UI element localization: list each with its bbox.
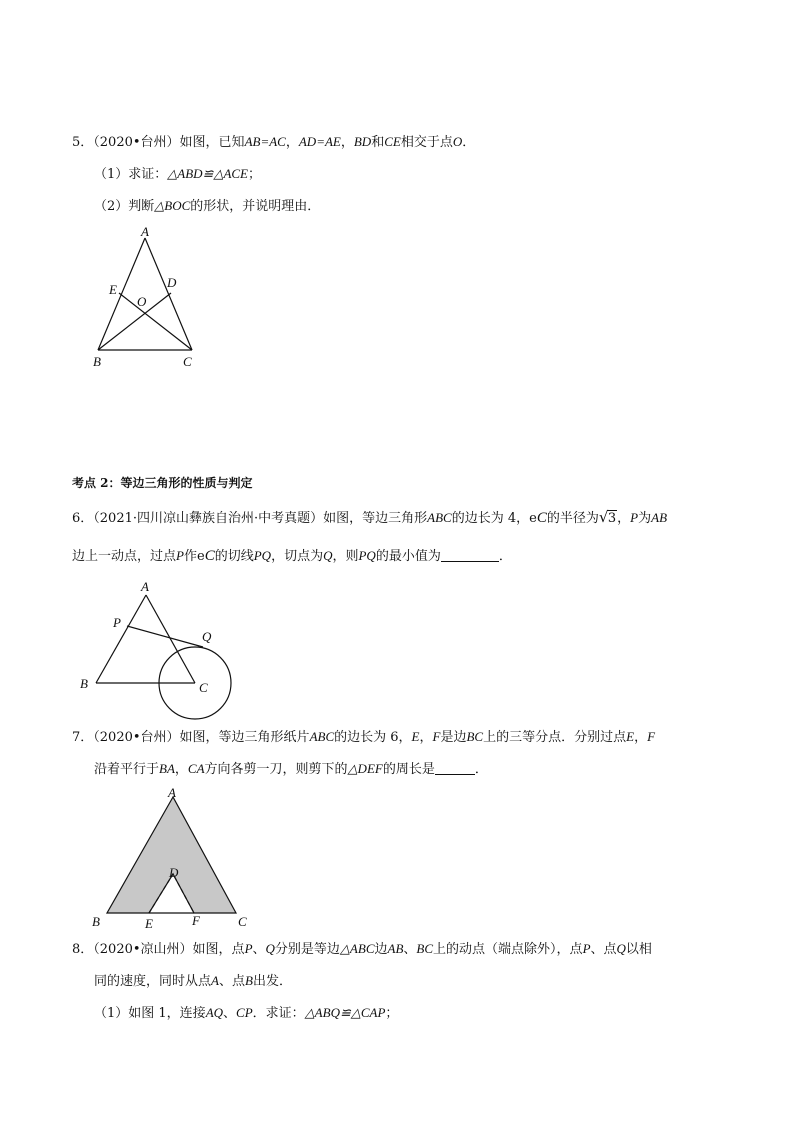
q5-text: 相交于点 xyxy=(400,135,453,150)
q5-seg: CE xyxy=(384,134,401,149)
q5-text: 如图，已知 xyxy=(179,135,245,150)
q5-line-1 xyxy=(72,133,475,152)
q6-text: 作 xyxy=(183,549,197,564)
section-title: 考点 2：等边三角形的性质与判定 xyxy=(72,476,253,490)
q7-bc: BC xyxy=(466,729,484,744)
q8-q: Q xyxy=(616,941,626,956)
q7-number: 7． xyxy=(72,730,94,745)
q7-sep: ， xyxy=(634,730,648,745)
q5-sep: ， xyxy=(285,135,299,150)
q8-sep: 、 xyxy=(403,942,417,957)
q7-line-2 xyxy=(94,760,488,779)
q6-line-2 xyxy=(72,547,512,566)
q5-eq2: AD=AE xyxy=(298,134,341,149)
q5-point: O xyxy=(452,134,463,149)
q6-source: （2021·四川凉山彝族自治州·中考真题） xyxy=(93,511,324,526)
q7-ca: CA xyxy=(187,761,205,776)
q6-label-b: B xyxy=(80,676,88,691)
q8-text: 上的动点（端点除外），点 xyxy=(433,942,583,957)
q8-tri: △ABC xyxy=(339,941,375,956)
q6-text: 的切线 xyxy=(214,549,254,564)
q6-sqrt xyxy=(599,510,617,528)
q6-circle-symbol: e xyxy=(196,549,205,564)
q5-part2-label: （2）判断 xyxy=(94,199,155,214)
q7-text: 上的三等分点．分别过点 xyxy=(483,730,627,745)
q7-ba: BA xyxy=(159,761,175,776)
q7-label-f: F xyxy=(192,913,200,928)
q7-answer-blank[interactable] xyxy=(435,760,475,775)
q6-answer-blank[interactable] xyxy=(441,547,499,562)
q6-text: 边上一动点，过点 xyxy=(72,549,177,564)
q8-source: （2020•凉山州） xyxy=(93,942,193,957)
q6-label-q: Q xyxy=(202,629,212,644)
q7-label-c: C xyxy=(238,914,247,929)
q6-figure xyxy=(75,575,245,725)
q5-side-ac xyxy=(145,238,192,350)
q6-p: P xyxy=(630,510,639,525)
q5-label-e: E xyxy=(109,282,117,297)
q6-text: ， xyxy=(617,511,631,526)
q6-text: 如图，等边三角形 xyxy=(323,511,428,526)
q5-figure xyxy=(85,220,215,375)
q8-text: 同的速度，同时从点 xyxy=(94,974,212,989)
q5-label-c: C xyxy=(183,354,192,369)
q5-label-o: O xyxy=(137,294,147,309)
q7-f: F xyxy=(432,729,441,744)
q8-line-2 xyxy=(94,972,292,991)
q8-q: Q xyxy=(265,941,275,956)
q8-text: 出发． xyxy=(252,974,292,989)
q7-def: △DEF xyxy=(347,761,383,776)
q6-side-ab xyxy=(96,595,146,683)
q8-text: 边 xyxy=(374,942,388,957)
q7-sep: ， xyxy=(419,730,433,745)
q5-eq1: AB=AC xyxy=(244,134,286,149)
q5-text: 和 xyxy=(371,135,385,150)
q5-end: ． xyxy=(462,135,476,150)
q6-text: 的最小值为 xyxy=(375,549,441,564)
q7-label-a: A xyxy=(168,785,176,800)
q5-segment-bd xyxy=(98,293,171,350)
q8-line-1 xyxy=(72,940,652,959)
q6-line-1 xyxy=(72,509,667,528)
q6-end: ． xyxy=(498,549,512,564)
q5-part1-expr: △ABD≌△ACE xyxy=(167,166,248,181)
q8-b: B xyxy=(244,973,253,988)
q8-part-1 xyxy=(94,1004,398,1023)
q6-circle-symbol: e xyxy=(529,511,537,526)
q7-text: 方向各剪一刀，则剪下的 xyxy=(204,762,348,777)
q7-end: ． xyxy=(474,762,488,777)
q8-bc: BC xyxy=(416,941,434,956)
q8-number: 8． xyxy=(72,942,94,957)
q8-p: P xyxy=(582,941,591,956)
q8-ab: AB xyxy=(387,941,404,956)
q6-label-p: P xyxy=(113,615,121,630)
q6-circle-c: C xyxy=(204,548,215,564)
q6-p: P xyxy=(176,548,184,563)
q8-part1-label: （1）如图 1，连接 xyxy=(94,1006,206,1021)
q5-number: 5． xyxy=(72,135,94,150)
q5-part-2 xyxy=(94,197,320,216)
q7-label-b: B xyxy=(92,914,100,929)
q7-text: 是边 xyxy=(440,730,467,745)
q6-pq: PQ xyxy=(358,548,376,563)
q7-tri: ABC xyxy=(309,729,335,744)
q8-p: P xyxy=(244,941,253,956)
q6-label-c: C xyxy=(199,680,208,695)
q8-sep: 、 xyxy=(223,1006,237,1021)
q6-text: ，切点为 xyxy=(271,549,324,564)
q8-part1-expr: △ABQ≌△CAP xyxy=(304,1005,386,1020)
q5-part2-expr: △BOC xyxy=(154,198,191,213)
q7-sep: ， xyxy=(174,762,188,777)
q5-part1-label: （1）求证： xyxy=(94,167,168,182)
q6-pq: PQ xyxy=(253,548,272,563)
q7-e: E xyxy=(626,729,635,744)
q7-f: F xyxy=(647,729,656,744)
q6-text: 为 xyxy=(638,511,652,526)
q8-sep: 、 xyxy=(252,942,266,957)
q6-text: ，则 xyxy=(332,549,359,564)
q6-q: Q xyxy=(323,548,333,563)
q8-aq: AQ xyxy=(205,1005,224,1020)
q8-sep: 、点 xyxy=(218,974,245,989)
q8-cp: CP xyxy=(236,1005,253,1020)
q5-part-1 xyxy=(94,165,261,184)
q5-part1-end: ； xyxy=(248,167,262,182)
q6-circle-c: C xyxy=(536,510,547,526)
q5-sep: ， xyxy=(340,135,354,150)
q8-text: 分别是等边 xyxy=(274,942,340,957)
q5-label-b: B xyxy=(93,354,101,369)
q7-text: 如图，等边三角形纸片 xyxy=(179,730,310,745)
q7-label-d: D xyxy=(169,865,179,880)
q7-text: 的周长是 xyxy=(382,762,435,777)
q7-e: E xyxy=(411,729,420,744)
q5-label-d: D xyxy=(167,275,177,290)
q5-part2-text: 的形状，并说明理由． xyxy=(190,199,321,214)
q8-text: 如图，点 xyxy=(192,942,245,957)
q6-tri: ABC xyxy=(427,510,452,525)
q8-text: 、点 xyxy=(590,942,617,957)
q8-a: A xyxy=(211,973,219,988)
q6-sqrt-num: 3 xyxy=(607,511,617,526)
q7-line-1 xyxy=(72,728,655,747)
q8-text: ．求证： xyxy=(252,1006,305,1021)
q7-remaining-paper xyxy=(107,797,236,913)
q5-label-a: A xyxy=(141,224,149,239)
q6-label-a: A xyxy=(141,579,149,594)
q7-text: 沿着平行于 xyxy=(94,762,160,777)
q5-segment-ce xyxy=(119,293,192,350)
q8-part1-end: ； xyxy=(385,1006,399,1021)
q7-label-e: E xyxy=(145,916,153,931)
q5-source: （2020•台州） xyxy=(93,135,180,150)
q6-ab: AB xyxy=(651,510,668,525)
q6-text: 的半径为 xyxy=(546,511,599,526)
q5-seg: BD xyxy=(353,134,372,149)
q6-radical-sign: √ xyxy=(598,508,609,526)
q6-number: 6． xyxy=(72,511,94,526)
q7-text: 的边长为 6， xyxy=(334,730,412,745)
q7-source: （2020•台州） xyxy=(93,730,180,745)
q8-text: 以相 xyxy=(625,942,652,957)
q6-text: 的边长为 4， xyxy=(451,511,530,526)
q6-side-ac xyxy=(146,595,195,683)
q7-figure xyxy=(88,782,258,930)
